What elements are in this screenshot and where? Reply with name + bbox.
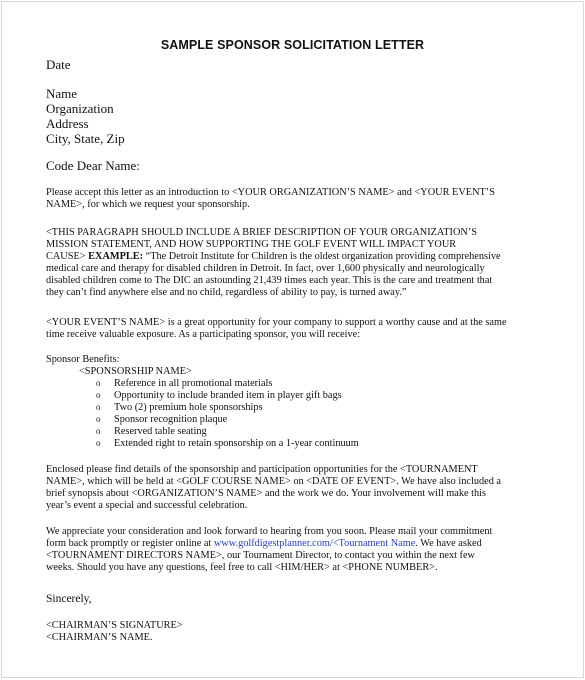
sponsorship-name: <SPONSORSHIP NAME> <box>79 366 192 377</box>
bullet-icon: o <box>96 437 101 448</box>
example-label: EXAMPLE: <box>88 251 144 262</box>
closing-line: weeks. Should you have any questions, feel free to call <HIM/HER> at <PHONE NUMBER>. <box>46 562 438 573</box>
description-line: MISSION STATEMENT, AND HOW SUPPORTING THE GOLF EVENT WILL IMPACT YOUR <box>46 239 457 250</box>
closing-line: <TOURNAMENT DIRECTORS NAME>, our Tournament Director, to contact you within the next few <box>46 550 475 561</box>
address-organization: Organization <box>46 101 114 116</box>
cause-tag: CAUSE> <box>46 251 89 262</box>
list-item: o Sponsor recognition plaque <box>96 413 228 425</box>
intro-line: NAME>, for which we request your sponsorship. <box>46 199 250 210</box>
bullet-icon: o <box>96 401 101 412</box>
description-line: disabled children come to The DIC an astounding 21,439 times each year. This is the care and treatment that <box>46 275 493 286</box>
registration-link[interactable]: www.golfdigestplanner.com/<Tournament Name <box>213 538 416 549</box>
opportunity-paragraph <box>46 317 546 341</box>
description-line: <THIS PARAGRAPH SHOULD INCLUDE A BRIEF DESCRIPTION OF YOUR ORGANIZATION’S <box>46 227 477 238</box>
bullet-icon: o <box>96 389 101 400</box>
closing-line: form back promptly or register online at www.golfdigestplanner.com/<Tournament Name. We have asked <box>46 538 482 549</box>
list-item: o Opportunity to include branded item in player gift bags <box>96 389 342 401</box>
signoff: Sincerely, <box>46 593 92 605</box>
enclosed-line: brief synopsis about <ORGANIZATION’S NAME> and the work we do. Your involvement will make this <box>46 488 487 499</box>
enclosed-paragraph <box>46 464 546 512</box>
date-line: Date <box>46 57 71 72</box>
bullet-icon: o <box>96 413 101 424</box>
list-item: o Reserved table seating <box>96 425 207 437</box>
sponsor-benefits <box>46 354 192 378</box>
salutation: Code Dear Name: <box>46 158 140 173</box>
opportunity-line: <YOUR EVENT’S NAME> is a great opportunity for your company to support a worthy cause and at the same <box>46 317 507 328</box>
bullet-icon: o <box>96 378 101 388</box>
enclosed-line: year’s event a special and successful celebration. <box>46 500 248 511</box>
chairman-signature: <CHAIRMAN’S SIGNATURE> <box>46 620 183 631</box>
letter-page <box>1 1 584 678</box>
opportunity-line: time receive valuable exposure. As a participating sponsor, you will receive: <box>46 329 361 340</box>
address-street: Address <box>46 116 89 131</box>
bullet-icon: o <box>96 425 101 436</box>
enclosed-line: NAME>, which will be held at <GOLF COURSE NAME> on <DATE OF EVENT>. We have also included a <box>46 476 501 487</box>
list-item: o Extended right to retain sponsorship on a 1-year continuum <box>96 437 359 449</box>
description-paragraph <box>46 227 546 299</box>
list-item: o Two (2) premium hole sponsorships <box>96 401 263 413</box>
example-text: “The Detroit Institute for Children is the oldest organization providing comprehensive <box>143 251 501 262</box>
description-line <box>46 251 546 263</box>
list-item: o Reference in all promotional materials <box>96 378 273 389</box>
intro-line: Please accept this letter as an introduction to <YOUR ORGANIZATION’S NAME> and <YOUR EVENT’S <box>46 187 495 198</box>
closing-line: We appreciate your consideration and look forward to hearing from you soon. Please mail your commitment <box>46 526 493 537</box>
intro-paragraph <box>46 187 546 211</box>
description-line: they can’t find anywhere else and no child, regardless of ability to pay, is turned away.” <box>46 287 407 298</box>
address-city-state-zip: City, State, Zip <box>46 131 125 146</box>
letter-title: SAMPLE SPONSOR SOLICITATION LETTER <box>160 38 425 52</box>
address-name: Name <box>46 86 78 101</box>
chairman-name: <CHAIRMAN’S NAME. <box>46 632 153 643</box>
enclosed-line: Enclosed please find details of the sponsorship and participation opportunities for the <TOURNAMENT <box>46 464 478 475</box>
closing-paragraph <box>46 526 546 574</box>
benefits-list <box>96 378 359 449</box>
description-line: medical care and therapy for disabled children in Detroit. In fact, over 1,600 physically and neurologically <box>46 263 485 274</box>
benefits-heading: Sponsor Benefits: <box>46 354 120 365</box>
